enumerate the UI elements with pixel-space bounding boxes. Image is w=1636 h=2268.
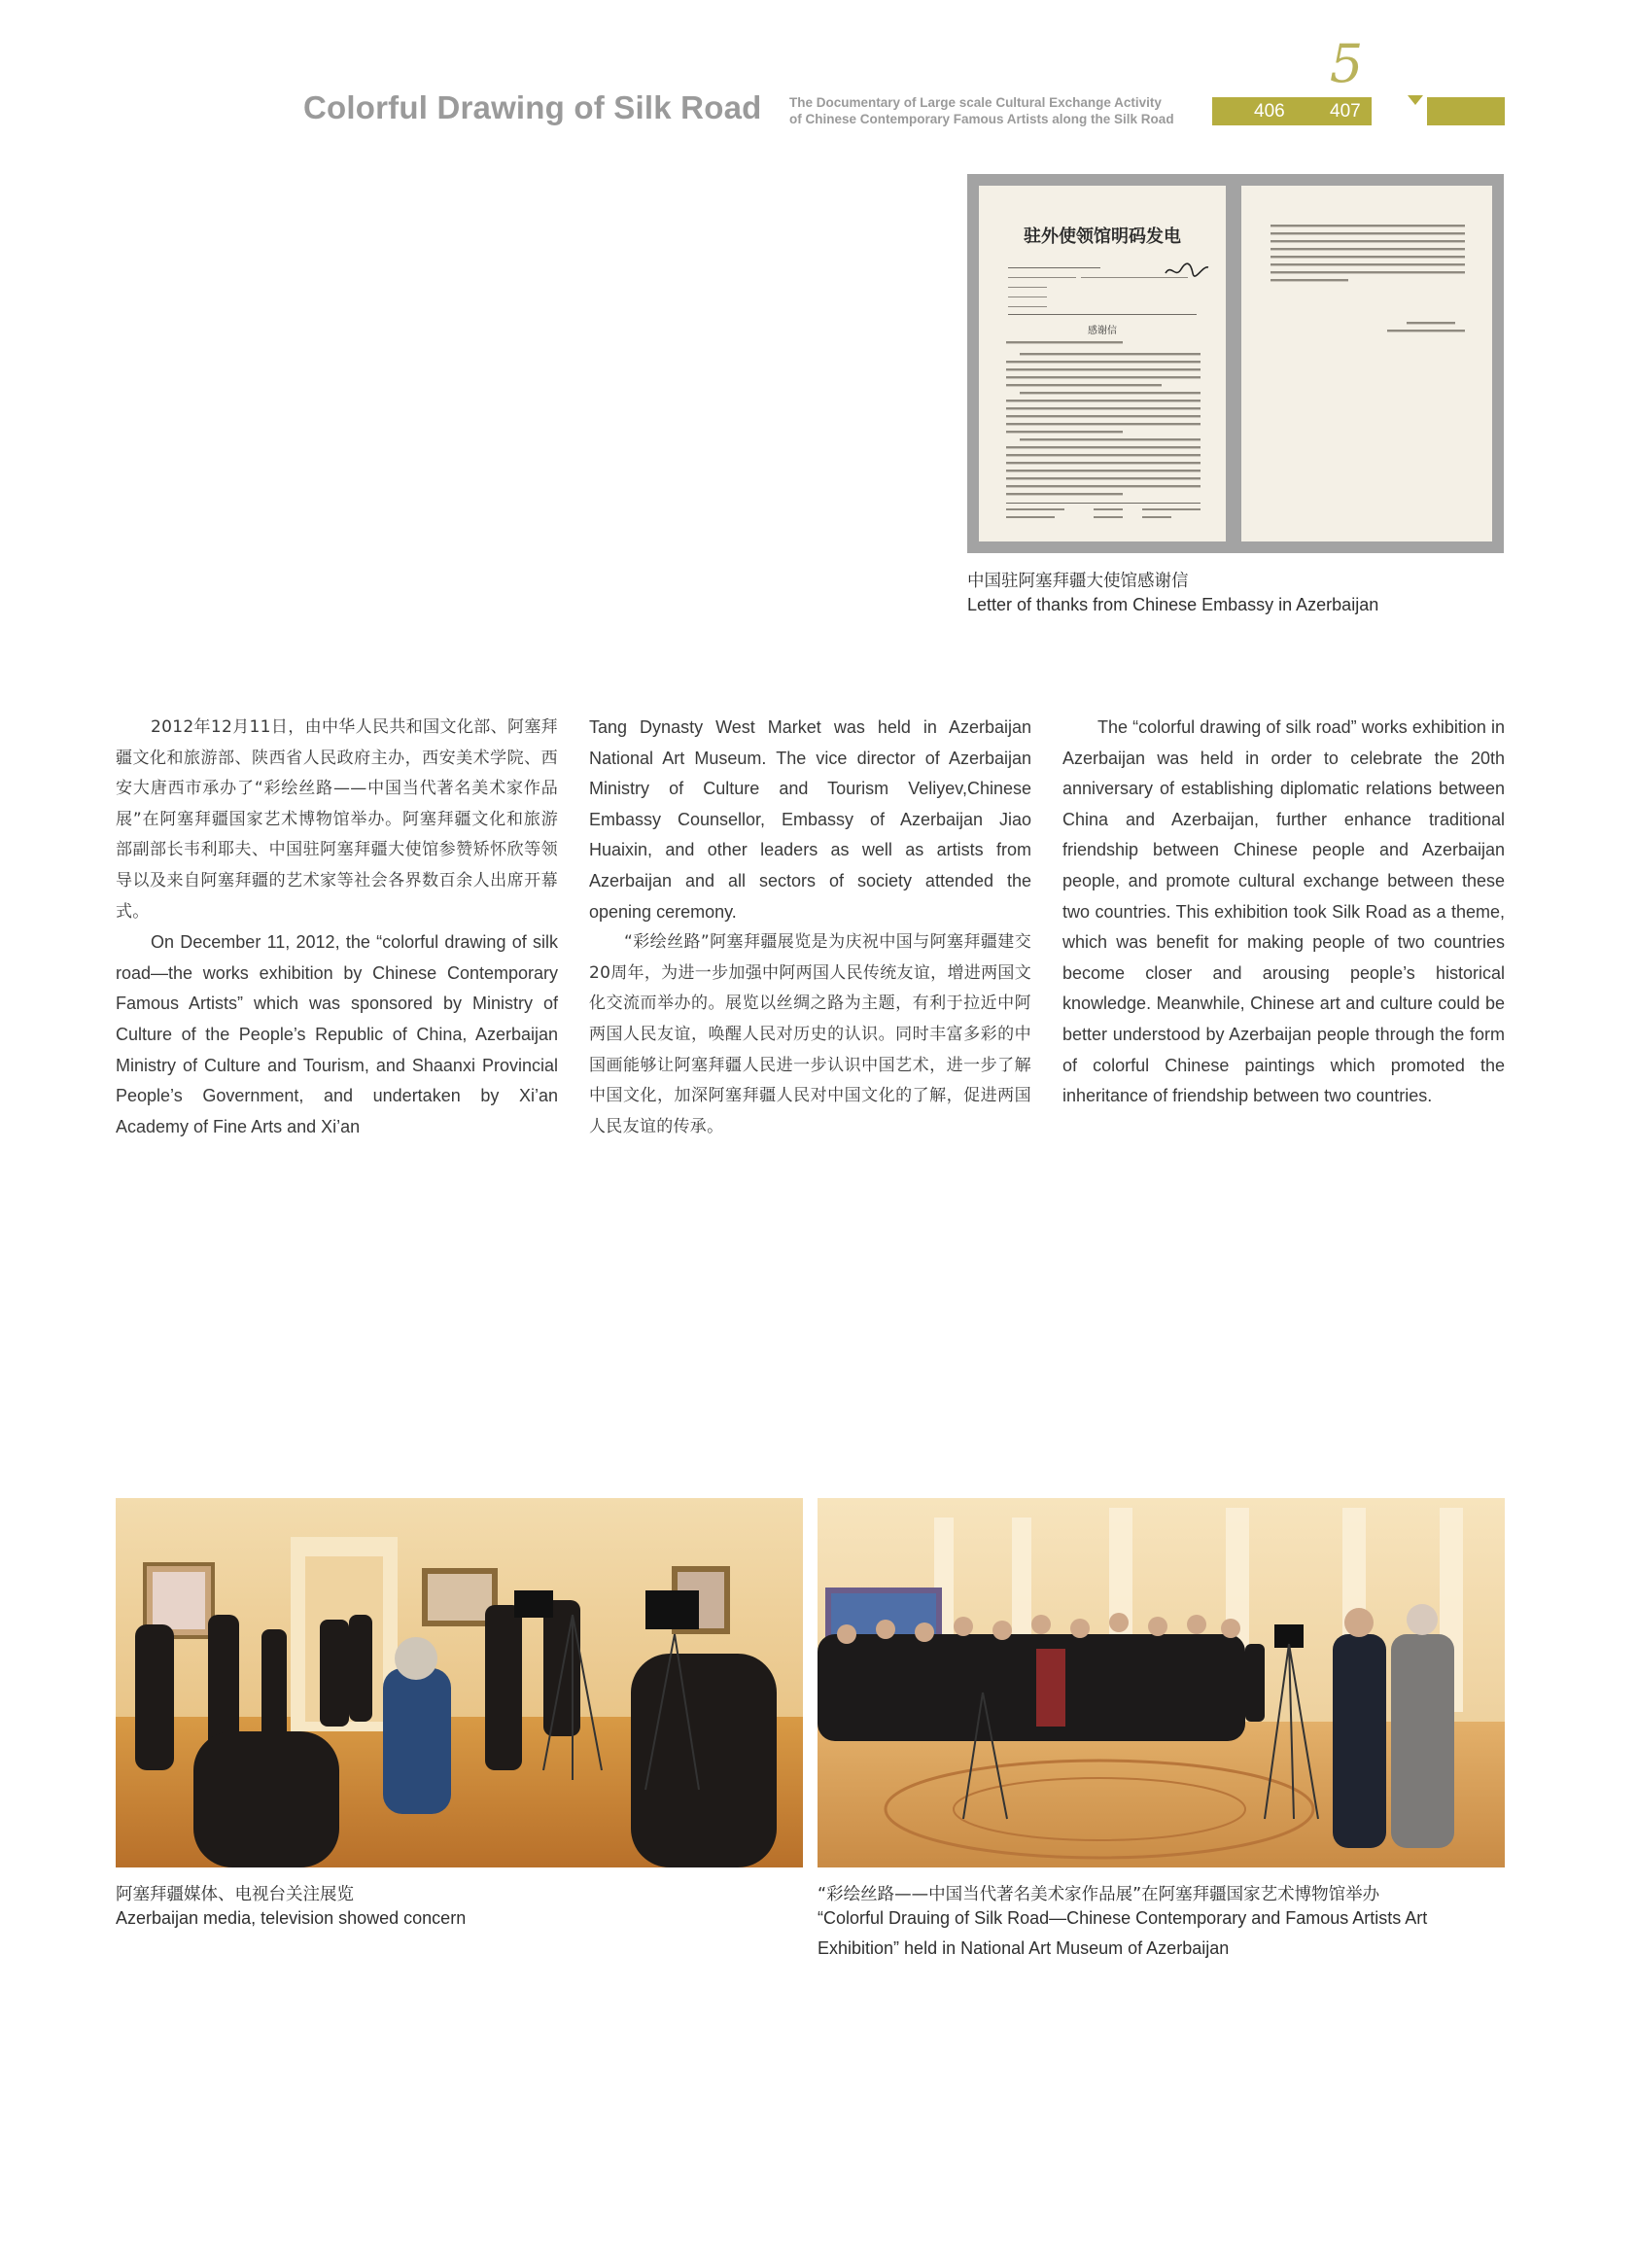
text-column-2: [589, 713, 1031, 1142]
letter-caption-en: Letter of thanks from Chinese Embassy in Azerbaijan: [967, 595, 1379, 614]
letter-caption-zh: 中国驻阿塞拜疆大使馆感谢信: [967, 572, 1189, 591]
paragraph-en-2: The “colorful drawing of silk road” works exhibition in Azerbaijan was held in order to celebrate the 20th anniversary of establishing diplomatic relations between China and Azerbaijan, further enhance traditional friendship between Chinese people and Azerbaijan people, and promote cultural exchange between these two countries. This exhibition took Silk Road as a theme, which was benefit for making people of two countries become closer and arousing people’s historical knowledge. Meanwhile, Chinese art and culture could be better understood by Azerbaijan people through the form of colorful Chinese paintings which promoted the inheritance of friendship between two countries.: [1062, 717, 1505, 1106]
letter-body-text: [1006, 341, 1201, 526]
thank-you-letter-image: [967, 174, 1504, 553]
signature-icon: [1164, 260, 1210, 281]
letter-continued-text: [1271, 225, 1465, 341]
accent-bar: [1427, 97, 1505, 125]
text-column-3: [1062, 713, 1505, 1112]
running-subtitle-line2: of Chinese Contemporary Famous Artists along the Silk Road: [789, 112, 1174, 126]
marker-triangle-icon: [1408, 95, 1423, 105]
chapter-number: 5: [1329, 33, 1364, 94]
page-number-left: 406: [1254, 101, 1285, 122]
paragraph-zh-1: 2012年12月11日，由中华人民共和国文化部、阿塞拜疆文化和旅游部、陕西省人民政府主办，西安美术学院、西安大唐西市承办了“彩绘丝路——中国当代著名美术家作品展”在阿塞拜疆国家艺术博物馆举办。阿塞拜疆文化和旅游部副部长韦利耶夫、中国驻阿塞拜疆大使馆参赞矫怀欣等领导以及来自阿塞拜疆的艺术家等社会各界数百余人出席开幕式。: [116, 717, 558, 922]
letter-page-left: [979, 186, 1226, 541]
running-title: Colorful Drawing of Silk Road: [303, 89, 762, 125]
letter-heading: 驻外使领馆明码发电: [1024, 227, 1181, 247]
running-subtitle: [789, 94, 1198, 127]
letter-page-right: [1241, 186, 1492, 541]
photo-media-at-exhibition: [116, 1498, 803, 1867]
page-number-right: 407: [1330, 101, 1361, 122]
running-subtitle-line1: The Documentary of Large scale Cultural Exchange Activity: [789, 95, 1162, 110]
photo-opening-ceremony: [818, 1498, 1505, 1867]
paragraph-en-1: On December 11, 2012, the “colorful drawing of silk road—the works exhibition by Chinese Contemporary Famous Artists” which was sponsored by Ministry of Culture of the People’s Republic of China, Azerbaijan Ministry of Culture and Tourism, and Shaanxi Provincial People’s Government, and undertaken by Xi’an Academy of Fine Arts and Xi’an: [116, 932, 558, 1136]
text-column-1: [116, 713, 558, 1142]
paragraph-en-1-continued: Tang Dynasty West Market was held in Azerbaijan National Art Museum. The vice director of Azerbaijan Ministry of Culture and Tourism Veliyev,Chinese Embassy Counsellor, Embassy of Azerbaijan Jiao Huaixin, and other leaders as well as artists from Azerbaijan and all sectors of society attended the opening ceremony.: [589, 717, 1031, 922]
paragraph-zh-2: “彩绘丝路”阿塞拜疆展览是为庆祝中国与阿塞拜疆建交20周年，为进一步加强中阿两国人民传统友谊，增进两国文化交流而举办的。展览以丝绸之路为主题，有利于拉近中阿两国人民友谊，唤醒人民对历史的认识。同时丰富多彩的中国画能够让阿塞拜疆人民进一步认识中国艺术，进一步了解中国文化，加深阿塞拜疆人民对中国文化的了解，促进两国人民友谊的传承。: [589, 932, 1031, 1136]
left-photo-caption-en: Azerbaijan media, television showed concern: [116, 1908, 467, 1928]
right-photo-caption-en-line1: “Colorful Drauing of Silk Road—Chinese Contemporary and Famous Artists Art: [818, 1908, 1428, 1928]
letter-subheading: 感谢信: [1088, 326, 1117, 336]
left-photo-caption-zh: 阿塞拜疆媒体、电视台关注展览: [116, 1885, 354, 1904]
right-photo-caption-en-line2: Exhibition” held in National Art Museum of Azerbaijan: [818, 1938, 1230, 1958]
right-photo-caption-zh: “彩绘丝路——中国当代著名美术家作品展”在阿塞拜疆国家艺术博物馆举办: [818, 1885, 1380, 1904]
